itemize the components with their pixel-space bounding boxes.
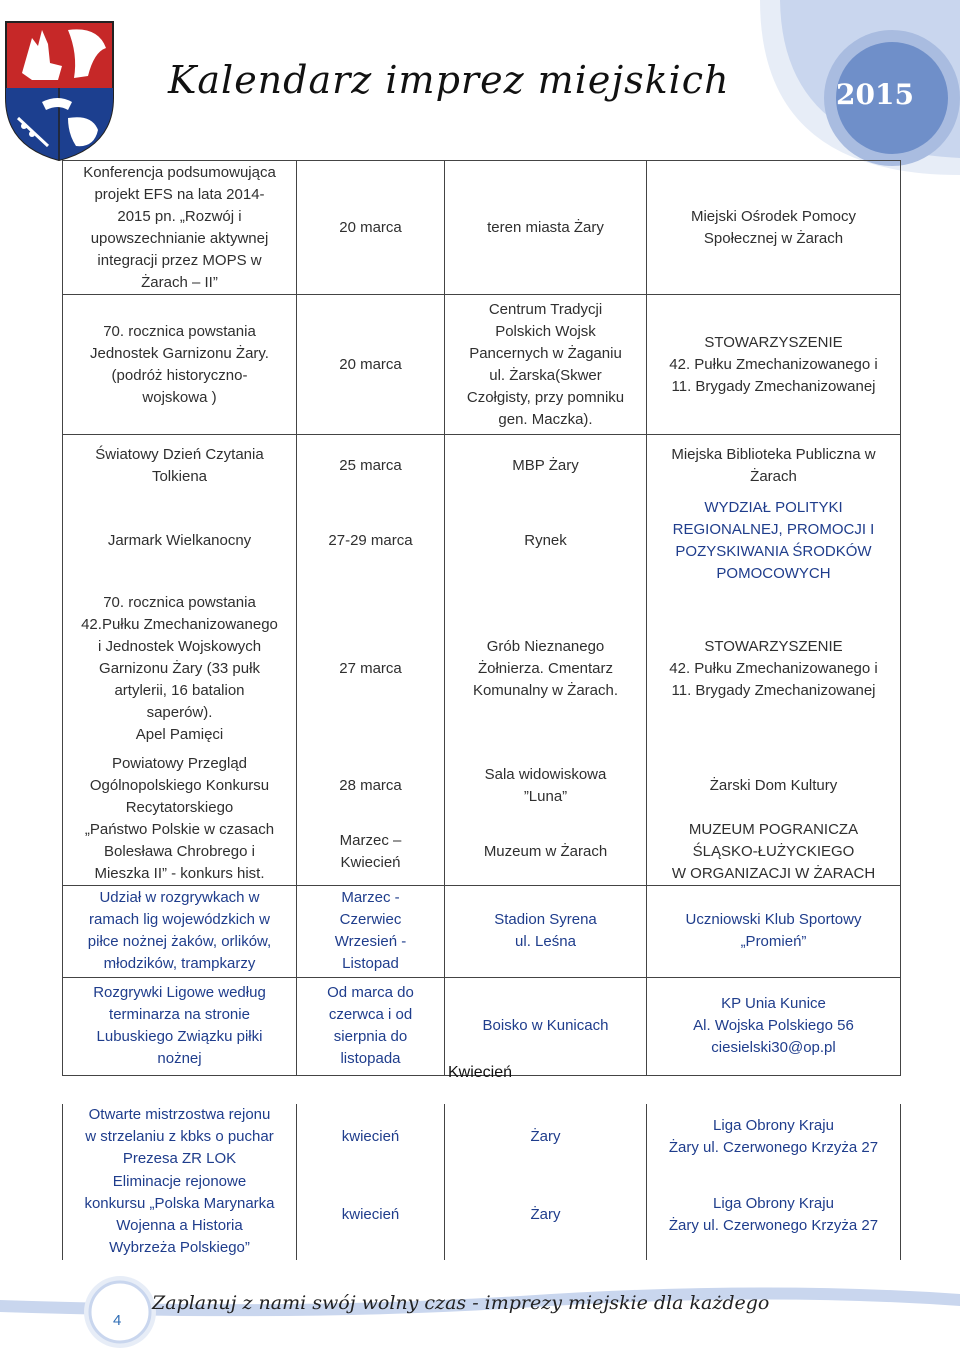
table-row	[63, 1170, 901, 1260]
cell-line: Stadion Syrena	[494, 911, 597, 928]
cell-line: Tolkiena	[151, 467, 208, 485]
cell-line: Boisko w Kunicach	[482, 1017, 609, 1034]
cell-event	[63, 497, 297, 585]
cell-line: kwiecień	[341, 1206, 400, 1223]
cell-line: Światowy Dzień Czytania	[95, 445, 264, 463]
cell-line: POZYSKIWANIA ŚRODKÓW	[675, 542, 872, 560]
cell-line: Jednostek Garnizonu Żary.	[90, 344, 269, 362]
cell-line: Wojenna a Historia	[116, 1217, 243, 1234]
cell-organizer	[647, 161, 901, 295]
cell-line: ul. Żarska(Skwer	[489, 366, 602, 384]
cell-line: konkursu „Polska Marynarka	[84, 1195, 275, 1212]
cell-line: Centrum Tradycji	[488, 300, 603, 318]
cell-line: Recytatorskiego	[125, 798, 234, 816]
cell-organizer	[647, 819, 901, 886]
cell-line: saperów).	[146, 703, 213, 721]
cell-date	[297, 819, 445, 886]
cell-line: ŚLĄSKO-ŁUŻYCKIEGO	[692, 842, 855, 860]
cell-event	[63, 753, 297, 819]
cell-line: ciesielski30@op.pl	[711, 1039, 836, 1056]
cell-line: 20 marca	[339, 355, 402, 373]
cell-line: Liga Obrony Kraju	[713, 1195, 834, 1212]
cell-line: 27-29 marca	[328, 531, 413, 549]
page-number: 4	[113, 1312, 122, 1329]
cell-organizer	[647, 1104, 901, 1170]
events-table-march	[62, 160, 901, 1076]
cell-line: Pancernych w Żaganiu	[469, 344, 622, 362]
cell-line: Wybrzeża Polskiego”	[109, 1239, 250, 1256]
cell-line: MUZEUM POGRANICZA	[688, 820, 859, 838]
cell-line: Żary ul. Czerwonego Krzyża 27	[668, 1139, 879, 1156]
cell-line: KP Unia Kunice	[721, 995, 826, 1012]
cell-line: „Państwo Polskie w czasach	[84, 820, 275, 838]
cell-date	[297, 585, 445, 753]
cell-event	[63, 1170, 297, 1260]
cell-line: Społecznej w Żarach	[703, 229, 844, 247]
cell-line: WYDZIAŁ POLITYKI	[704, 498, 843, 516]
cell-place	[445, 435, 647, 497]
cell-line: nożnej	[157, 1050, 202, 1067]
cell-line: teren miasta Żary	[487, 218, 604, 236]
cell-line: 42. Pułku Zmechanizowanego i	[669, 659, 878, 677]
cell-organizer	[647, 977, 901, 1075]
city-coat-of-arms-icon	[2, 18, 117, 163]
cell-line: Żary ul. Czerwonego Krzyża 27	[668, 1217, 879, 1234]
table-row	[63, 295, 901, 435]
cell-line: Polskich Wojsk	[495, 322, 596, 340]
cell-organizer	[647, 885, 901, 977]
cell-line: Żary	[530, 1128, 561, 1145]
cell-event	[63, 1104, 297, 1170]
cell-organizer	[647, 585, 901, 753]
cell-line: sierpnia do	[333, 1028, 408, 1045]
table-row	[63, 161, 901, 295]
cell-date	[297, 1104, 445, 1170]
cell-line: Sala widowiskowa	[484, 765, 607, 783]
month-header: Kwiecień	[447, 1064, 513, 1081]
cell-line: Udział w rozgrywkach w	[99, 889, 260, 906]
cell-line: MBP Żary	[512, 456, 579, 474]
cell-line: REGIONALNEJ, PROMOCJI I	[672, 520, 875, 538]
cell-event	[63, 885, 297, 977]
cell-line: Od marca do	[327, 984, 414, 1001]
cell-event	[63, 819, 297, 886]
table-row	[63, 1104, 901, 1170]
cell-date	[297, 295, 445, 435]
cell-organizer	[647, 497, 901, 585]
cell-line: 11. Brygady Zmechanizowanej	[671, 681, 876, 699]
cell-line: Czołgisty, przy pomniku	[466, 388, 625, 406]
cell-line: integracji przez MOPS w	[97, 251, 262, 269]
cell-line: Bolesława Chrobrego i	[104, 842, 255, 860]
page-title: Kalendarz imprez miejskich	[168, 58, 730, 102]
cell-line: STOWARZYSZENIE	[704, 637, 843, 655]
cell-line: 25 marca	[339, 456, 402, 474]
cell-line: STOWARZYSZENIE	[704, 333, 843, 351]
cell-line: projekt EFS na lata 2014-	[94, 185, 265, 203]
cell-date	[297, 497, 445, 585]
cell-line: Żarach – II”	[141, 273, 218, 291]
cell-line: Liga Obrony Kraju	[713, 1117, 834, 1134]
cell-line: w strzelaniu z kbks o puchar	[85, 1128, 274, 1145]
cell-organizer	[647, 1170, 901, 1260]
cell-date	[297, 753, 445, 819]
cell-line: Mieszka II” - konkurs hist.	[94, 864, 265, 882]
table-row	[63, 819, 901, 886]
cell-line: kwiecień	[341, 1128, 400, 1145]
cell-line: wojskowa )	[142, 388, 217, 406]
cell-line: Prezesa ZR LOK	[122, 1150, 237, 1167]
cell-line: 11. Brygady Zmechanizowanej	[671, 377, 876, 395]
cell-line: ”Luna”	[523, 787, 568, 805]
cell-line: upowszechnianie aktywnej	[90, 229, 269, 247]
cell-line: Żołnierza. Cmentarz	[477, 659, 614, 677]
cell-line: Lubuskiego Związku piłki	[96, 1028, 263, 1045]
footer-slogan: Zaplanuj z nami swój wolny czas - imprezy miejskie dla każdego	[152, 1292, 770, 1314]
cell-line: Muzeum w Żarach	[483, 842, 608, 860]
table-row	[63, 435, 901, 497]
cell-place	[445, 753, 647, 819]
cell-line: 28 marca	[339, 776, 402, 794]
cell-line: i Jednostek Wojskowych	[97, 637, 262, 655]
cell-line: 27 marca	[339, 659, 402, 677]
cell-place	[445, 497, 647, 585]
cell-line: Wrzesień -	[334, 933, 407, 950]
cell-line: W ORGANIZACJI W ŻARACH	[671, 864, 876, 882]
cell-line: Eliminacje rejonowe	[112, 1173, 247, 1190]
cell-line: 70. rocznica powstania	[103, 593, 256, 611]
cell-line: czerwca i od	[328, 1006, 413, 1023]
cell-date	[297, 435, 445, 497]
cell-line: POMOCOWYCH	[716, 564, 831, 582]
cell-event	[63, 977, 297, 1075]
cell-line: Marzec -	[341, 889, 400, 906]
cell-line: Rynek	[524, 531, 567, 549]
cell-line: Komunalny w Żarach.	[472, 681, 619, 699]
cell-line: Apel Pamięci	[135, 725, 224, 743]
table-row	[63, 585, 901, 753]
cell-place	[445, 977, 647, 1075]
cell-line: 2015 pn. „Rozwój i	[117, 207, 242, 225]
cell-event	[63, 295, 297, 435]
cell-line: Konferencja podsumowująca	[83, 163, 276, 181]
cell-line: Listopad	[342, 955, 399, 972]
cell-line: Żarski Dom Kultury	[709, 776, 838, 794]
table-row	[63, 977, 901, 1075]
cell-line: Miejski Ośrodek Pomocy	[690, 207, 857, 225]
events-table-april	[62, 1104, 901, 1260]
cell-line: Powiatowy Przegląd	[111, 754, 248, 772]
cell-line: Kwiecień	[340, 853, 401, 871]
cell-organizer	[647, 295, 901, 435]
cell-organizer	[647, 753, 901, 819]
cell-line: 42.Pułku Zmechanizowanego	[81, 615, 278, 633]
table-row	[63, 497, 901, 585]
cell-event	[63, 585, 297, 753]
cell-line: Marzec –	[339, 831, 402, 849]
cell-line: ramach lig wojewódzkich w	[89, 911, 270, 928]
cell-line: terminarza na stronie	[109, 1006, 250, 1023]
cell-line: Grób Nieznanego	[486, 637, 605, 655]
cell-line: Miejska Biblioteka Publiczna w	[671, 445, 876, 463]
cell-line: Czerwiec	[339, 911, 402, 928]
cell-line: artylerii, 16 batalion	[114, 681, 245, 699]
cell-place	[445, 585, 647, 753]
cell-event	[63, 161, 297, 295]
cell-place	[445, 161, 647, 295]
cell-line: 70. rocznica powstania	[103, 322, 256, 340]
cell-line: Ogólnopolskiego Konkursu	[89, 776, 270, 794]
cell-place	[445, 885, 647, 977]
cell-line: młodzików, trampkarzy	[103, 955, 256, 972]
cell-line: Żary	[530, 1206, 561, 1223]
cell-line: ul. Leśna	[515, 933, 576, 950]
cell-organizer	[647, 435, 901, 497]
cell-line: Jarmark Wielkanocny	[107, 531, 252, 549]
cell-line: „Promień”	[740, 933, 807, 950]
table-row	[63, 753, 901, 819]
cell-place	[445, 1170, 647, 1260]
cell-place	[445, 819, 647, 886]
cell-date	[297, 1170, 445, 1260]
table-row	[63, 885, 901, 977]
cell-date	[297, 885, 445, 977]
cell-line: Rozgrywki Ligowe według	[93, 984, 266, 1001]
cell-line: Otwarte mistrzostwa rejonu	[88, 1106, 271, 1123]
cell-line: (podróż historyczno-	[111, 366, 248, 384]
cell-line: piłce nożnej żaków, orlików,	[87, 933, 272, 950]
cell-line: Garnizonu Żary (33 pułk	[99, 659, 260, 677]
cell-date	[297, 977, 445, 1075]
cell-line: 20 marca	[339, 218, 402, 236]
cell-line: Żarach	[750, 467, 797, 485]
cell-line: gen. Maczka).	[498, 410, 593, 428]
cell-line: Uczniowski Klub Sportowy	[685, 911, 862, 928]
cell-line: listopada	[340, 1050, 401, 1067]
cell-line: Al. Wojska Polskiego 56	[693, 1017, 854, 1034]
cell-line: 42. Pułku Zmechanizowanego i	[669, 355, 878, 373]
cell-place	[445, 1104, 647, 1170]
cell-place	[445, 295, 647, 435]
cell-event	[63, 435, 297, 497]
cell-date	[297, 161, 445, 295]
year-badge: 2015	[836, 78, 914, 111]
